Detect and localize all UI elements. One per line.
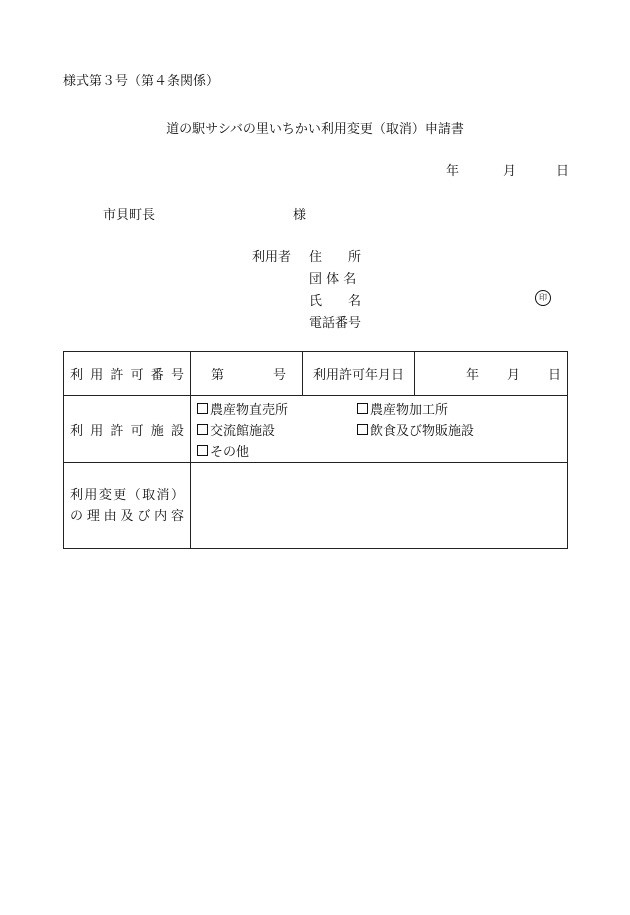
reason-input[interactable] xyxy=(191,463,568,549)
reason-row xyxy=(64,463,568,549)
permit-number-suffix: 号 xyxy=(272,368,286,383)
permit-number-cell[interactable] xyxy=(191,352,303,396)
permit-number-prefix: 第 xyxy=(211,368,225,383)
permit-date-year: 年 xyxy=(465,368,479,383)
facility-label: 利用許可施設 xyxy=(64,396,191,463)
checkbox-icon xyxy=(197,424,208,435)
applicant-address-label: 住 所 xyxy=(309,250,362,265)
facility-row xyxy=(64,396,568,463)
reason-label xyxy=(64,463,191,549)
permit-date-day: 日 xyxy=(547,368,561,383)
seal-icon: 印 xyxy=(535,290,551,306)
permit-number-row xyxy=(64,352,568,396)
applicant-name-label: 氏 名 xyxy=(309,294,362,309)
checkbox-icon xyxy=(357,424,368,435)
application-table xyxy=(63,351,568,549)
permit-date-month: 月 xyxy=(506,368,520,383)
date-year: 年 xyxy=(446,164,460,179)
reason-label-line2: の理由及び内容 xyxy=(70,508,184,524)
checkbox-icon xyxy=(197,445,208,456)
applicant-label: 利用者 xyxy=(252,250,292,265)
date-month: 月 xyxy=(503,164,517,179)
facility-checkbox-processing[interactable]: 農産物加工所 xyxy=(357,399,561,418)
checkbox-icon xyxy=(357,403,368,414)
document-title: 道の駅サシバの里いちかい利用変更（取消）申請書 xyxy=(166,122,464,137)
reason-label-line1: 利用変更（取消） xyxy=(70,487,184,503)
form-number: 様式第３号（第４条関係） xyxy=(63,74,220,89)
facility-checkbox-food-retail[interactable]: 飲食及び物販施設 xyxy=(357,420,561,439)
facility-checkbox-other[interactable]: その他 xyxy=(197,441,357,460)
applicant-organization-label: 団 体 名 xyxy=(309,272,357,287)
date-day: 日 xyxy=(556,164,570,179)
addressee-honorific: 様 xyxy=(293,208,307,223)
facility-checkbox-direct-sales[interactable]: 農産物直売所 xyxy=(197,399,357,418)
facility-checkbox-exchange-hall[interactable]: 交流館施設 xyxy=(197,420,357,439)
applicant-phone-label: 電話番号 xyxy=(309,316,362,331)
addressee-name: 市貝町長 xyxy=(103,208,156,223)
permit-date-cell[interactable] xyxy=(415,352,568,396)
facility-options xyxy=(191,396,568,463)
permit-number-label: 利用許可番号 xyxy=(64,352,191,396)
checkbox-icon xyxy=(197,403,208,414)
permit-date-label: 利用許可年月日 xyxy=(303,352,415,396)
